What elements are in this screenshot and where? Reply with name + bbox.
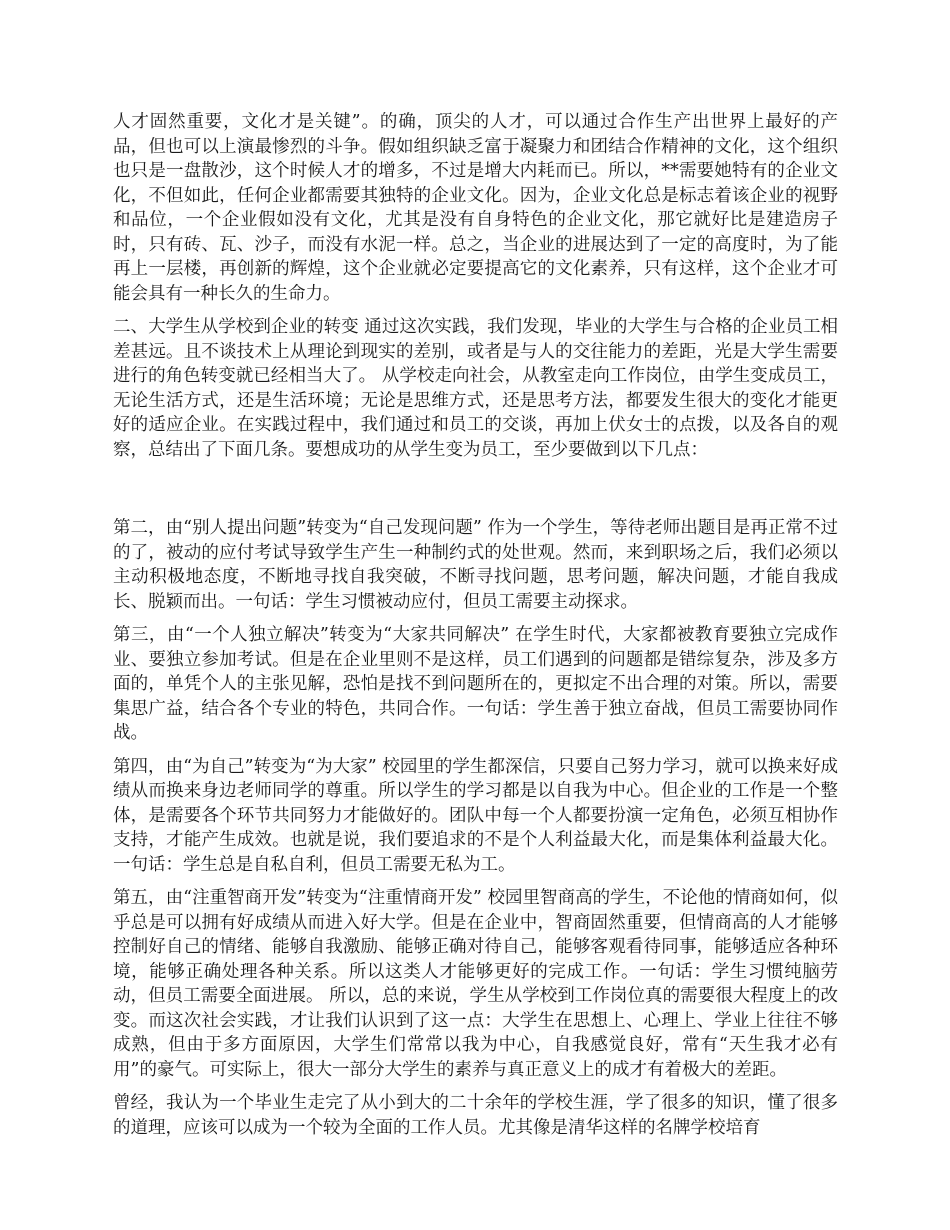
document-page (113, 110, 838, 1149)
paragraph-corporate-culture: 人才固然重要，文化才是关键”。的确，顶尖的人才，可以通过合作生产出世界上最好的产品，但也可以上演最惨烈的斗争。假如组织缺乏富于凝聚力和团结合作精神的文化，这个组织也只是一盘散沙，这个时候人才的增多，不过是增大内耗而已。所以，**需要她特有的企业文化，不但如此，任何企业都需要其独特的企业文化。因为，企业文化总是标志着该企业的视野和品位，一个企业假如没有文化，尤其是没有自身特色的企业文化，那它就好比是建造房子时，只有砖、瓦、沙子，而没有水泥一样。总之，当企业的进展达到了一定的高度时，为了能再上一层楼，再创新的辉煌，这个企业就必定要提高它的文化素养，只有这样，这个企业才可能会具有一种长久的生命力。 (113, 112, 838, 304)
paragraph-fourth-point: 第四，由“为自己”转变为“为大家” 校园里的学生都深信，只要自己努力学习，就可以换来好成绩从而换来身边老师同学的尊重。所以学生的学习都是以自我为中心。但企业的工作是一个整体，是需要各个环节共同努力才能做好的。团队中每一个人都要扮演一定角色，必须互相协作支持，才能产生成效。也就是说，我们要追求的不是个人利益最大化，而是集体利益最大化。一句话：学生总是自私自利，但员工需要无私为工。 (113, 756, 838, 875)
paragraph-student-to-employee: 二、大学生从学校到企业的转变 通过这次实践，我们发现，毕业的大学生与合格的企业员工相差甚远。且不谈技术上从理论到现实的差别，或者是与人的交往能力的差距，光是大学生需要进行的角色转变就已经相当大了。 从学校走向社会，从教室走向工作岗位，由学生变成员工，无论生活方式，还是生活环境；无论是思维方式，还是思考方法，都要发生很大的变化才能更好的适应企业。在实践过程中，我们通过和员工的交谈，再加上伏女士的点拨，以及各自的观察，总结出了下面几条。要想成功的从学生变为员工，至少要做到以下几点： (113, 317, 838, 460)
paragraph-fifth-point: 第五，由“注重智商开发”转变为“注重情商开发” 校园里智商高的学生，不论他的情商如何，似乎总是可以拥有好成绩从而进入好大学。但是在企业中，智商固然重要，但情商高的人才能够控制好自己的情绪、能够自我激励、能够正确对待自己，能够客观看待同事，能够适应各种环境，能够正确处理各种关系。所以这类人才能够更好的完成工作。一句话：学生习惯纯脑劳动，但员工需要全面进展。 所以，总的来说，学生从学校到工作岗位真的需要很大程度上的改变。而这次社会实践，才让我们认识到了这一点：大学生在思想上、心理上、学业上往往不够成熟，但由于多方面原因，大学生们常常以我为中心，自我感觉良好，常有“天生我才必有用”的豪气。可实际上，很大一部分大学生的素养与真正意义上的成才有着极大的差距。 (113, 888, 838, 1080)
paragraph-reflection: 曾经，我认为一个毕业生走完了从小到大的二十余年的学校生涯，学了很多的知识，懂了很多的道理，应该可以成为一个较为全面的工作人员。尤其像是清华这样的名牌学校培育 (113, 1093, 838, 1138)
paragraph-third-point: 第三，由“一个人独立解决”转变为“大家共同解决” 在学生时代，大家都被教育要独立完成作业、要独立参加考试。但是在企业里则不是这样，员工们遇到的问题都是错综复杂，涉及多方面的，单凭个人的主张见解，恐怕是找不到问题所在的，更拟定不出合理的对策。所以，需要集思广益，结合各个专业的特色，共同合作。一句话：学生善于独立奋战，但员工需要协同作战。 (113, 625, 838, 743)
paragraph-second-point: 第二，由“别人提出问题”转变为“自己发现问题” 作为一个学生，等待老师出题目是再正常不过的了，被动的应付考试导致学生产生一种制约式的处世观。然而，来到职场之后，我们必须以主动积极地态度，不断地寻找自我突破，不断寻找问题，思考问题，解决问题，才能自我成长、脱颖而出。一句话：学生习惯被动应付，但员工需要主动探求。 (113, 518, 838, 612)
blank-gap (113, 471, 838, 516)
